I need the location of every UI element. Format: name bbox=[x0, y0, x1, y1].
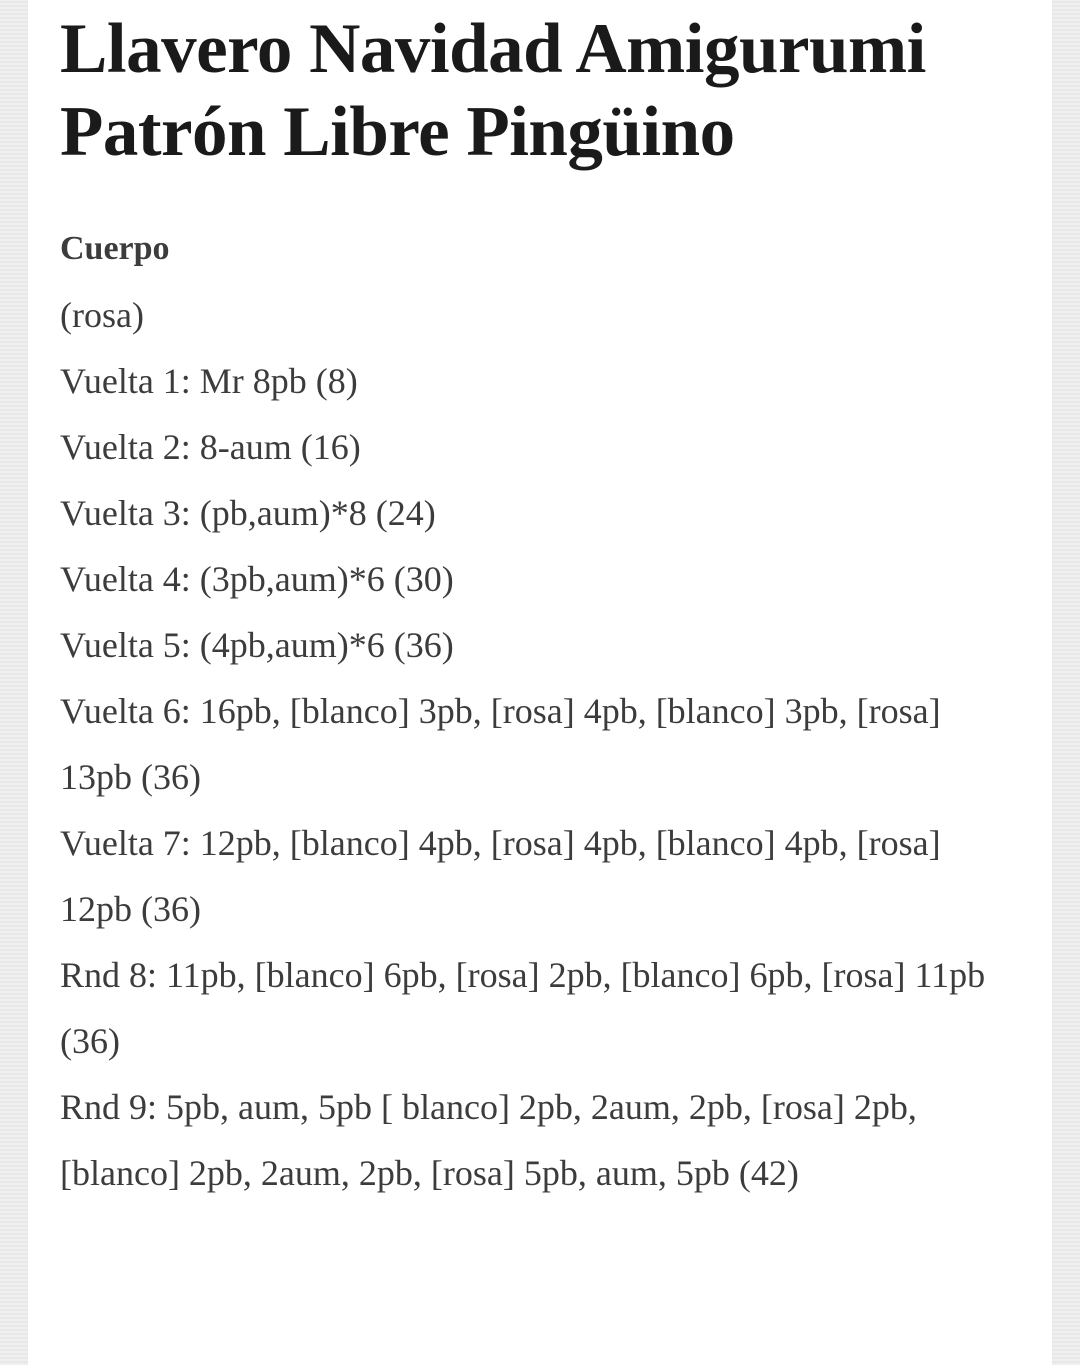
article-sheet bbox=[28, 0, 1052, 1365]
pattern-line: Vuelta 3: (pb,aum)*8 (24) bbox=[60, 493, 436, 533]
pattern-line: Rnd 8: 11pb, [blanco] 6pb, [rosa] 2pb, [blanco] 6pb, [rosa] 11pb (36) bbox=[60, 955, 986, 1061]
page-title: Llavero Navidad Amigurumi Patrón Libre Pingüino bbox=[60, 10, 926, 171]
pattern-line: Vuelta 2: 8-aum (16) bbox=[60, 427, 361, 467]
article-content bbox=[60, 8, 1016, 1206]
pattern-line: (rosa) bbox=[60, 295, 144, 335]
section-heading-cuerpo: Cuerpo bbox=[60, 230, 170, 267]
pattern-line: Vuelta 1: Mr 8pb (8) bbox=[60, 361, 358, 401]
pattern-body bbox=[60, 216, 1016, 1206]
pattern-line: Vuelta 5: (4pb,aum)*6 (36) bbox=[60, 625, 454, 665]
pattern-line: Vuelta 7: 12pb, [blanco] 4pb, [rosa] 4pb, [blanco] 4pb, [rosa] 12pb (36) bbox=[60, 823, 941, 929]
pattern-line: Rnd 9: 5pb, aum, 5pb [ blanco] 2pb, 2aum, 2pb, [rosa] 2pb, [blanco] 2pb, 2aum, 2pb, [rosa] 5pb, aum, 5pb (42) bbox=[60, 1087, 917, 1193]
pattern-line: Vuelta 4: (3pb,aum)*6 (30) bbox=[60, 559, 454, 599]
pattern-line: Vuelta 6: 16pb, [blanco] 3pb, [rosa] 4pb, [blanco] 3pb, [rosa] 13pb (36) bbox=[60, 691, 941, 797]
